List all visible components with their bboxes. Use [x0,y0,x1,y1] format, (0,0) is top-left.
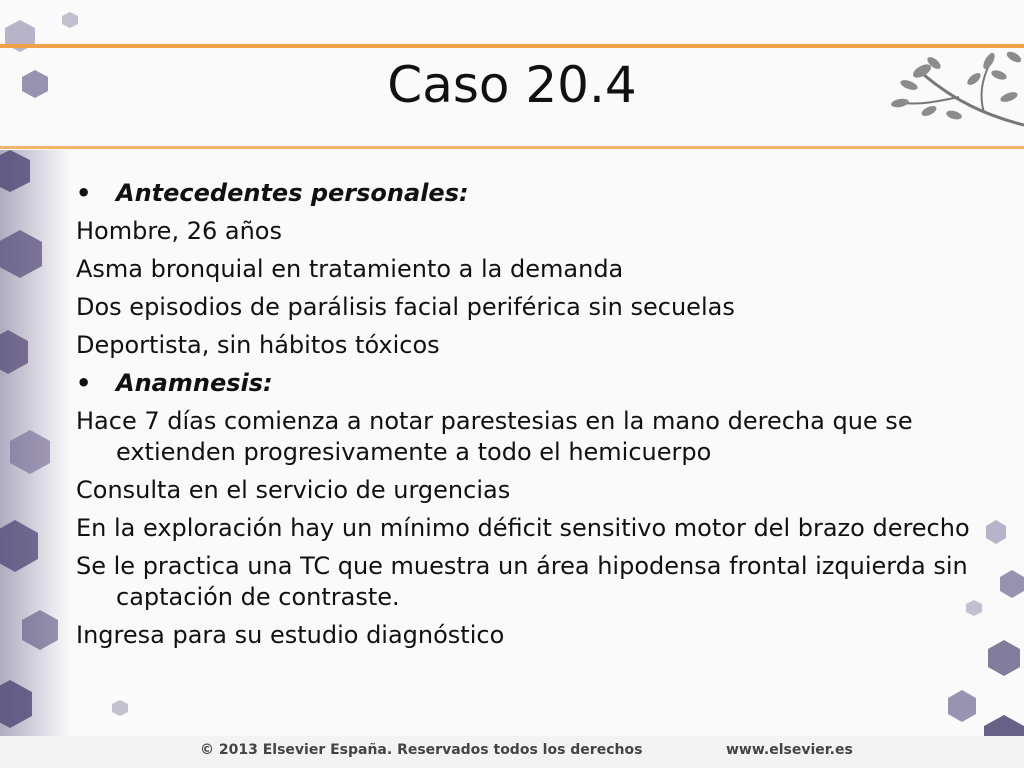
list-item: Asma bronquial en tratamiento a la demanda [76,255,624,283]
list-item: Ingresa para su estudio diagnóstico [76,621,505,649]
bullet-icon: • [76,369,92,397]
list-item: Consulta en el servicio de urgencias [76,476,511,504]
section-heading-label: Anamnesis: [116,369,273,397]
slide-title: Caso 20.4 [387,56,637,114]
list-item: Hombre, 26 años [76,217,282,245]
top-accent-bar [0,44,1024,48]
section-heading-label: Antecedentes personales: [116,179,469,207]
website-url: www.elsevier.es [726,742,853,758]
list-item: Hace 7 días comienza a notar parestesias en la mano derecha que se extienden progresivamente a todo el hemicuerpo [76,407,913,466]
section-heading-anamnesis [76,368,976,399]
list-item: Se le practica una TC que muestra un área hipodensa frontal izquierda sin captación de contraste. [76,552,968,611]
list-item: En la exploración hay un mínimo déficit sensitivo motor del brazo derecho [76,514,970,542]
title-underline-bar [0,146,1024,149]
list-item: Dos episodios de parálisis facial periférica sin secuelas [76,293,735,321]
section-heading-antecedentes [76,178,976,209]
bullet-icon: • [76,179,92,207]
list-item: Deportista, sin hábitos tóxicos [76,331,440,359]
copyright-text: © 2013 Elsevier España. Reservados todos los derechos [200,742,643,758]
slide-body [76,178,976,658]
